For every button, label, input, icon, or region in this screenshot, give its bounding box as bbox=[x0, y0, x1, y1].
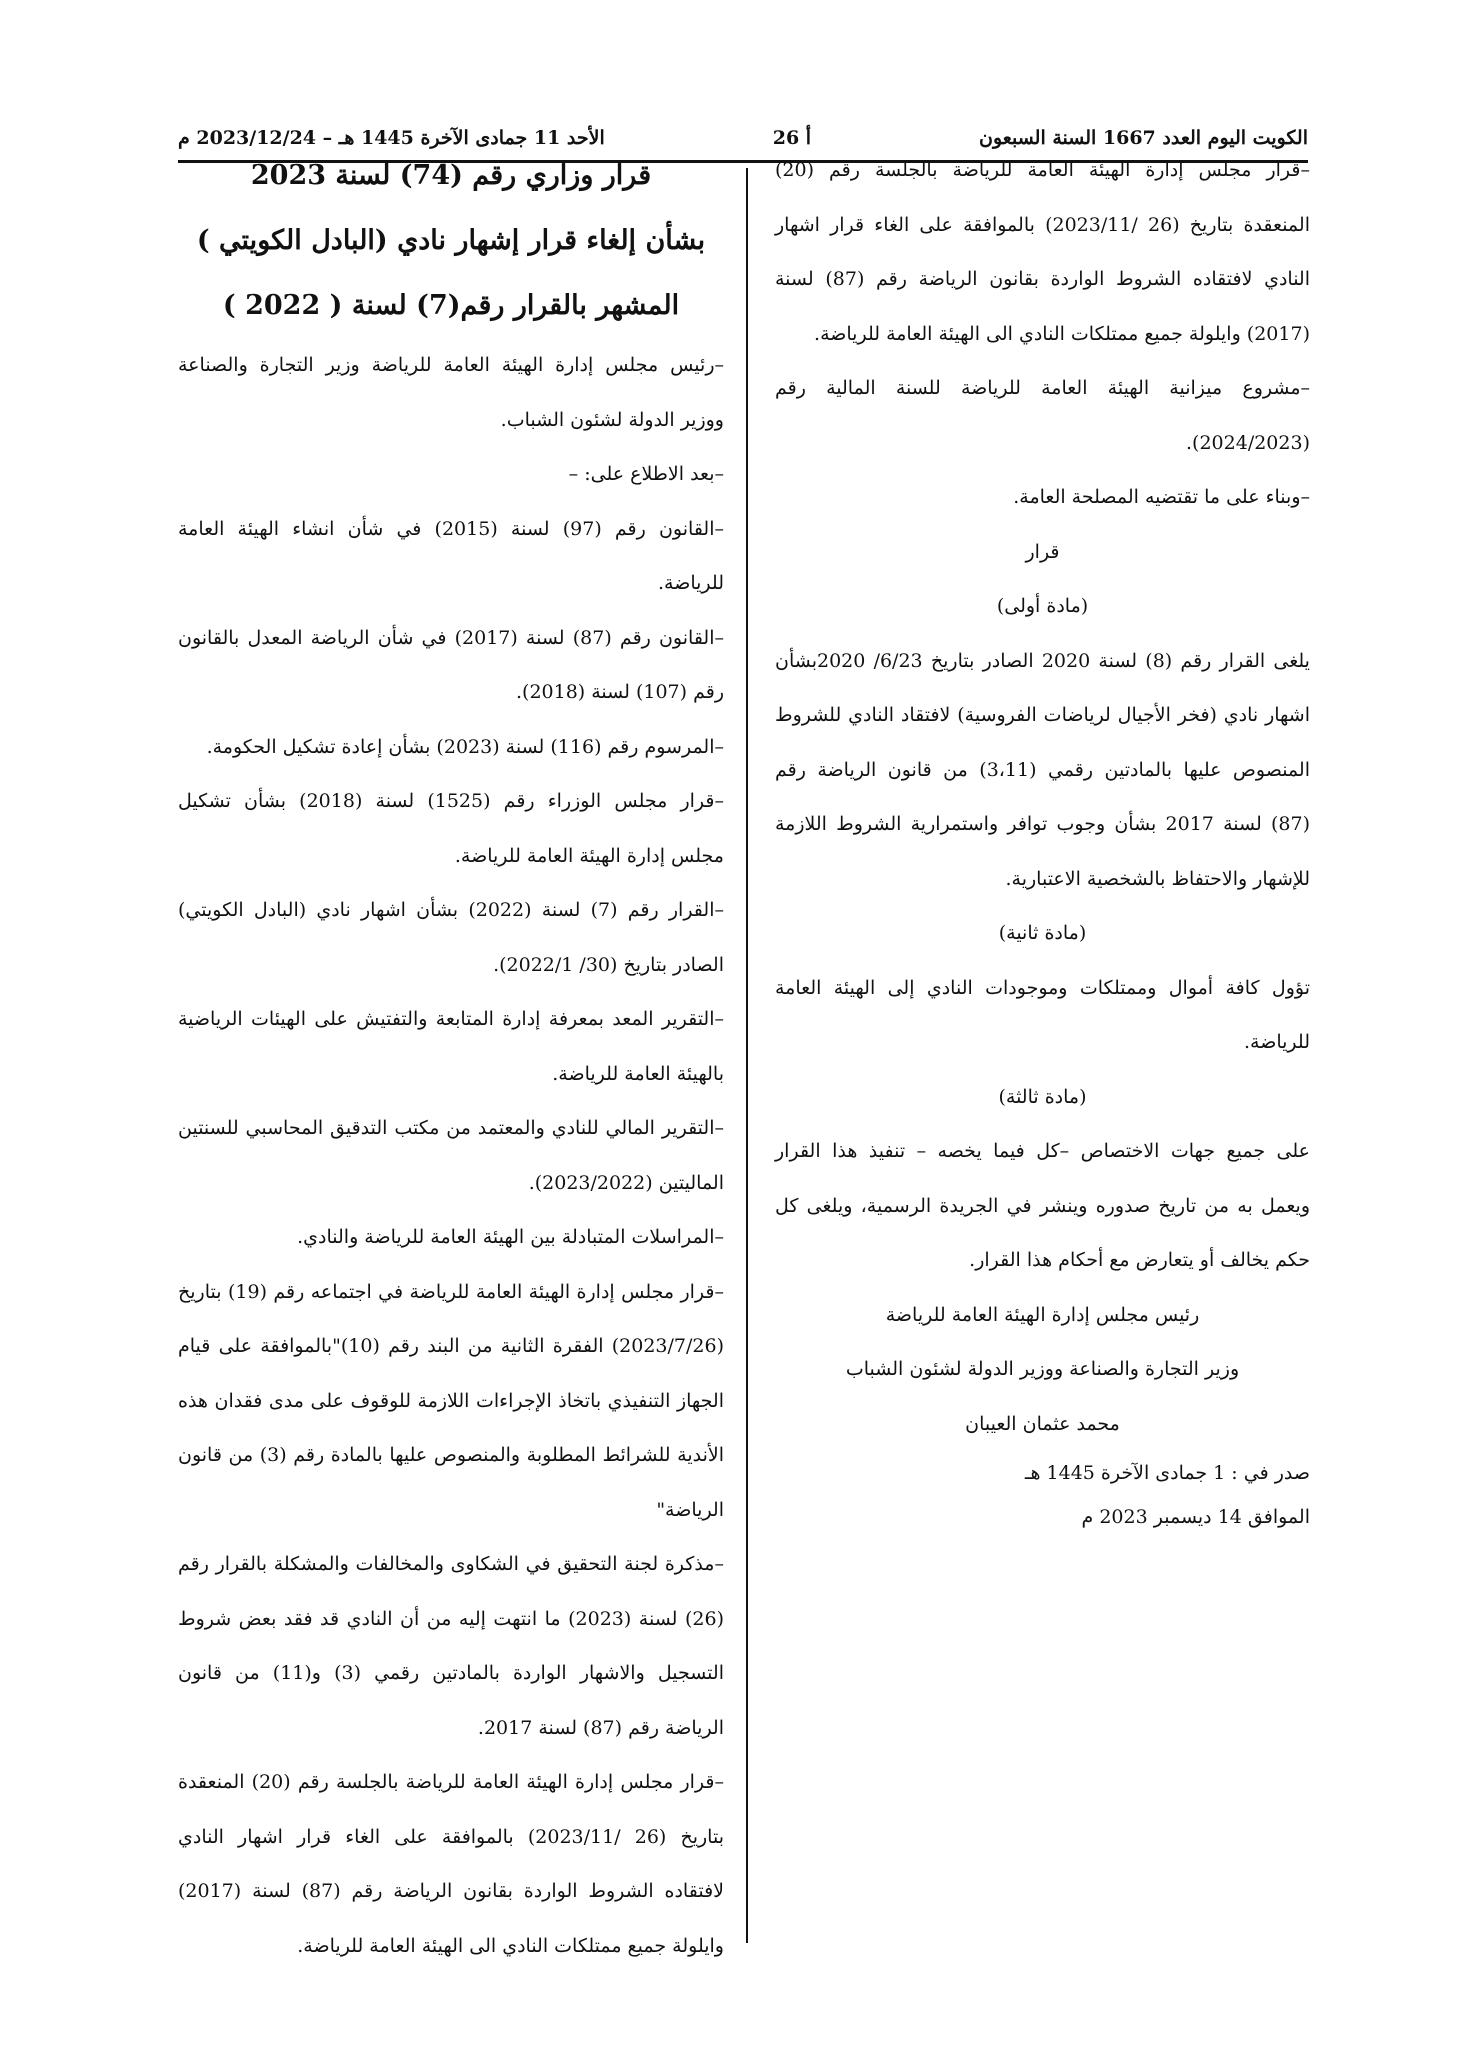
right-column bbox=[775, 143, 1310, 1539]
left-paragraph-12: –مذكرة لجنة التحقيق في الشكاوى والمخالفات والمشكلة بالقرار رقم (26) لسنة (2023) ما انتهت إليه من أن النادي قد فقد بعض شروط التسجيل والاشهار الواردة بالمادتين رقمي (3) و(11) من قانون الرياضة رقم (87) لسنة 2017. bbox=[178, 1553, 724, 1739]
header-date: الأحد 11 جمادى الآخرة 1445 هـ – 2023/12/24 م bbox=[178, 127, 605, 149]
left-paragraph-9: –التقرير المالي للنادي والمعتمد من مكتب التدقيق المحاسبي للسنتين الماليتين (2023/2022). bbox=[178, 1117, 724, 1194]
decision-heading: قرار bbox=[1025, 540, 1060, 563]
decree-title: قرار وزاري رقم (74) لسنة 2023 bbox=[250, 160, 652, 191]
header-issue-info: الكويت اليوم العدد 1667 السنة السبعون bbox=[979, 127, 1308, 149]
decree-subtitle-2: المشهر بالقرار رقم(7) لسنة ( 2022 ) bbox=[222, 290, 680, 321]
signatory-name: محمد عثمان العيبان bbox=[965, 1412, 1120, 1435]
left-paragraph-4: –القانون رقم (87) لسنة (2017) في شأن الرياضة المعدل بالقانون رقم (107) لسنة (2018). bbox=[178, 626, 724, 703]
right-paragraph-1: –قرار مجلس إدارة الهيئة العامة للرياضة بالجلسة رقم (20) المنعقدة بتاريخ (26 /2023/11) بالموافقة على الغاء قرار اشهار النادي لافتقاده الشروط الواردة بقانون الرياضة رقم (87) لسنة (2017) وايلولة جميع ممتلكات النادي الى الهيئة العامة للرياضة. bbox=[775, 159, 1310, 345]
left-paragraph-7: –القرار رقم (7) لسنة (2022) بشأن اشهار نادي (البادل الكويتي) الصادر بتاريخ (30/ 2022/1). bbox=[178, 899, 724, 976]
article-1-text: يلغى القرار رقم (8) لسنة 2020 الصادر بتاريخ 6/23/ 2020بشأن اشهار نادي (فخر الأجيال لرياضات الفروسية) لافتقاد النادي للشروط المنصوص عليها بالمادتين رقمي (3،11) من قانون الرياضة رقم (87) لسنة 2017 بشأن وجوب توافر واستمرارية الشروط اللازمة للإشهار والاحتفاظ بالشخصية الاعتبارية. bbox=[775, 649, 1310, 890]
left-paragraph-2: –بعد الاطلاع على: – bbox=[568, 463, 724, 485]
article-2-title: (مادة ثانية) bbox=[998, 922, 1087, 944]
left-paragraph-13: –قرار مجلس إدارة الهيئة العامة للرياضة بالجلسة رقم (20) المنعقدة بتاريخ (26 /2023/11) بالموافقة على الغاء قرار اشهار النادي لافتقاده الشروط الواردة بقانون الرياضة رقم (87) لسنة (2017) وايلولة جميع ممتلكات النادي الى الهيئة العامة للرياضة. bbox=[178, 1771, 725, 1957]
column-divider bbox=[746, 168, 748, 1943]
article-3-text: على جميع جهات الاختصاص –كل فيما يخصه – تنفيذ هذا القرار ويعمل به من تاريخ صدوره وينشر في الجريدة الرسمية، ويلغى كل حكم يخالف أو يتعارض مع أحكام هذا القرار. bbox=[775, 1140, 1310, 1271]
issue-date-hijri: صدر في : 1 جمادى الآخرة 1445 هـ bbox=[1024, 1462, 1310, 1484]
article-3-title: (مادة ثالثة) bbox=[998, 1085, 1087, 1108]
left-paragraph-3: –القانون رقم (97) لسنة (2015) في شأن انشاء الهيئة العامة للرياضة. bbox=[178, 517, 725, 594]
left-paragraph-10: –المراسلات المتبادلة بين الهيئة العامة للرياضة والنادي. bbox=[297, 1226, 724, 1248]
issue-date-gregorian: الموافق 14 ديسمبر 2023 م bbox=[1081, 1506, 1310, 1528]
left-paragraph-6: –قرار مجلس الوزراء رقم (1525) لسنة (2018) بشأن تشكيل مجلس إدارة الهيئة العامة للرياضة. bbox=[178, 790, 724, 867]
left-paragraph-8: –التقرير المعد بمعرفة إدارة المتابعة والتفتيش على الهيئات الرياضية بالهيئة العامة للرياضة. bbox=[178, 1008, 724, 1085]
decree-subtitle-1: بشأن إلغاء قرار إشهار نادي (البادل الكويتي ) bbox=[196, 225, 706, 256]
left-column bbox=[178, 143, 724, 1973]
left-paragraph-11: –قرار مجلس إدارة الهيئة العامة للرياضة في اجتماعه رقم (19) بتاريخ (2023/7/26) الفقرة الثانية من البند رقم (10)"بالموافقة على قيام الجهاز التنفيذي باتخاذ الإجراءات اللازمة للوقوف على مدى فقدان هذه الأندية للشرائط المطلوبة والمنصوص عليها بالمادة رقم (3) من قانون الرياضة" bbox=[178, 1280, 725, 1521]
right-paragraph-3: –وبناء على ما تقتضيه المصلحة العامة. bbox=[1013, 486, 1310, 508]
article-1-title: (مادة أولى) bbox=[996, 595, 1089, 617]
signatory-title-2: وزير التجارة والصناعة ووزير الدولة لشئون الشباب bbox=[845, 1358, 1240, 1380]
left-paragraph-5: –المرسوم رقم (116) لسنة (2023) بشأن إعادة تشكيل الحكومة. bbox=[206, 735, 724, 758]
left-paragraph-1: –رئيس مجلس إدارة الهيئة العامة للرياضة وزير التجارة والصناعة ووزير الدولة لشئون الشباب. bbox=[178, 354, 724, 431]
article-2-text: تؤول كافة أموال وممتلكات وموجودات النادي إلى الهيئة العامة للرياضة. bbox=[775, 976, 1310, 1053]
right-paragraph-2: –مشروع ميزانية الهيئة العامة للرياضة للسنة المالية رقم (2024/2023). bbox=[775, 377, 1310, 454]
header-page-number: أ 26 bbox=[772, 127, 812, 149]
signatory-title-1: رئيس مجلس إدارة الهيئة العامة للرياضة bbox=[885, 1303, 1200, 1326]
